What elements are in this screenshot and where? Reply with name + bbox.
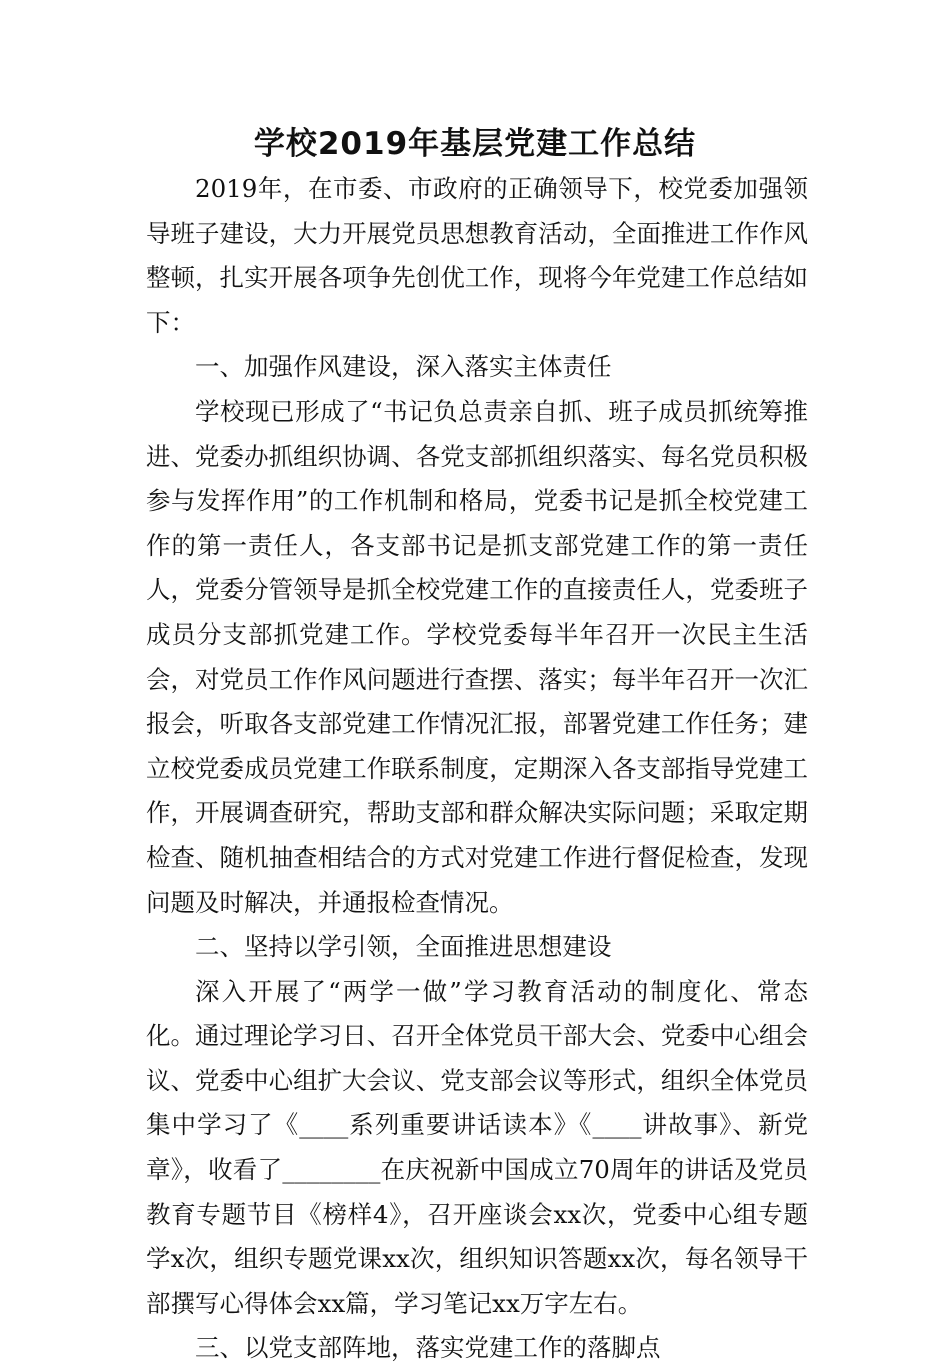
section-1-paragraph: 学校现已形成了“书记负总责亲自抓、班子成员抓统筹推进、党委办抓组织协调、各党支部抓组织落实、每名党员积极参与发挥作用”的工作机制和格局，党委书记是抓全校党建工作的第一责任人，各支部书记是抓支部党建工作的第一责任人，党委分管领导是抓全校党建工作的直接责任人，党委班子成员分支部抓党建工作。学校党委每半年召开一次民主生活会，对党员工作作风问题进行查摆、落实；每半年召开一次汇报会，听取各支部党建工作情况汇报，部署党建工作任务；建立校党委成员党建工作联系制度，定期深入各支部指导党建工作，开展调查研究，帮助支部和群众解决实际问题；采取定期检查、随机抽查相结合的方式对党建工作进行督促检查，发现问题及时解决，并通报检查情况。: [146, 396, 808, 917]
section-2-paragraph: 深入开展了“两学一做”学习教育活动的制度化、常态化。通过理论学习日、召开全体党员干部大会、党委中心组会议、党委中心组扩大会议、党支部会议等形式，组织全体党员集中学习了《____系列重要讲话读本》《____讲故事》、新党章》，收看了________在庆祝新中国成立70周年的讲话及党员教育专题节目《榜样4》，召开座谈会xx次，党委中心组专题学x次，组织专题党课xx次，组织知识答题xx次，每名领导干部撰写心得体会xx篇，学习笔记xx万字左右。: [146, 976, 808, 1318]
section-heading-2: 二、坚持以学引领，全面推进思想建设: [195, 932, 612, 962]
document-body: [146, 167, 808, 1371]
section-heading-3: 三、以党支部阵地，落实党建工作的落脚点: [195, 1333, 661, 1363]
section-heading-1: 一、加强作风建设，深入落实主体责任: [195, 352, 612, 382]
intro-paragraph: 2019年，在市委、市政府的正确领导下，校党委加强领导班子建设，大力开展党员思想教育活动，全面推进工作作风整顿，扎实开展各项争先创优工作，现将今年党建工作总结如下：: [146, 174, 808, 337]
document-title: 学校2019年基层党建工作总结: [253, 126, 697, 162]
